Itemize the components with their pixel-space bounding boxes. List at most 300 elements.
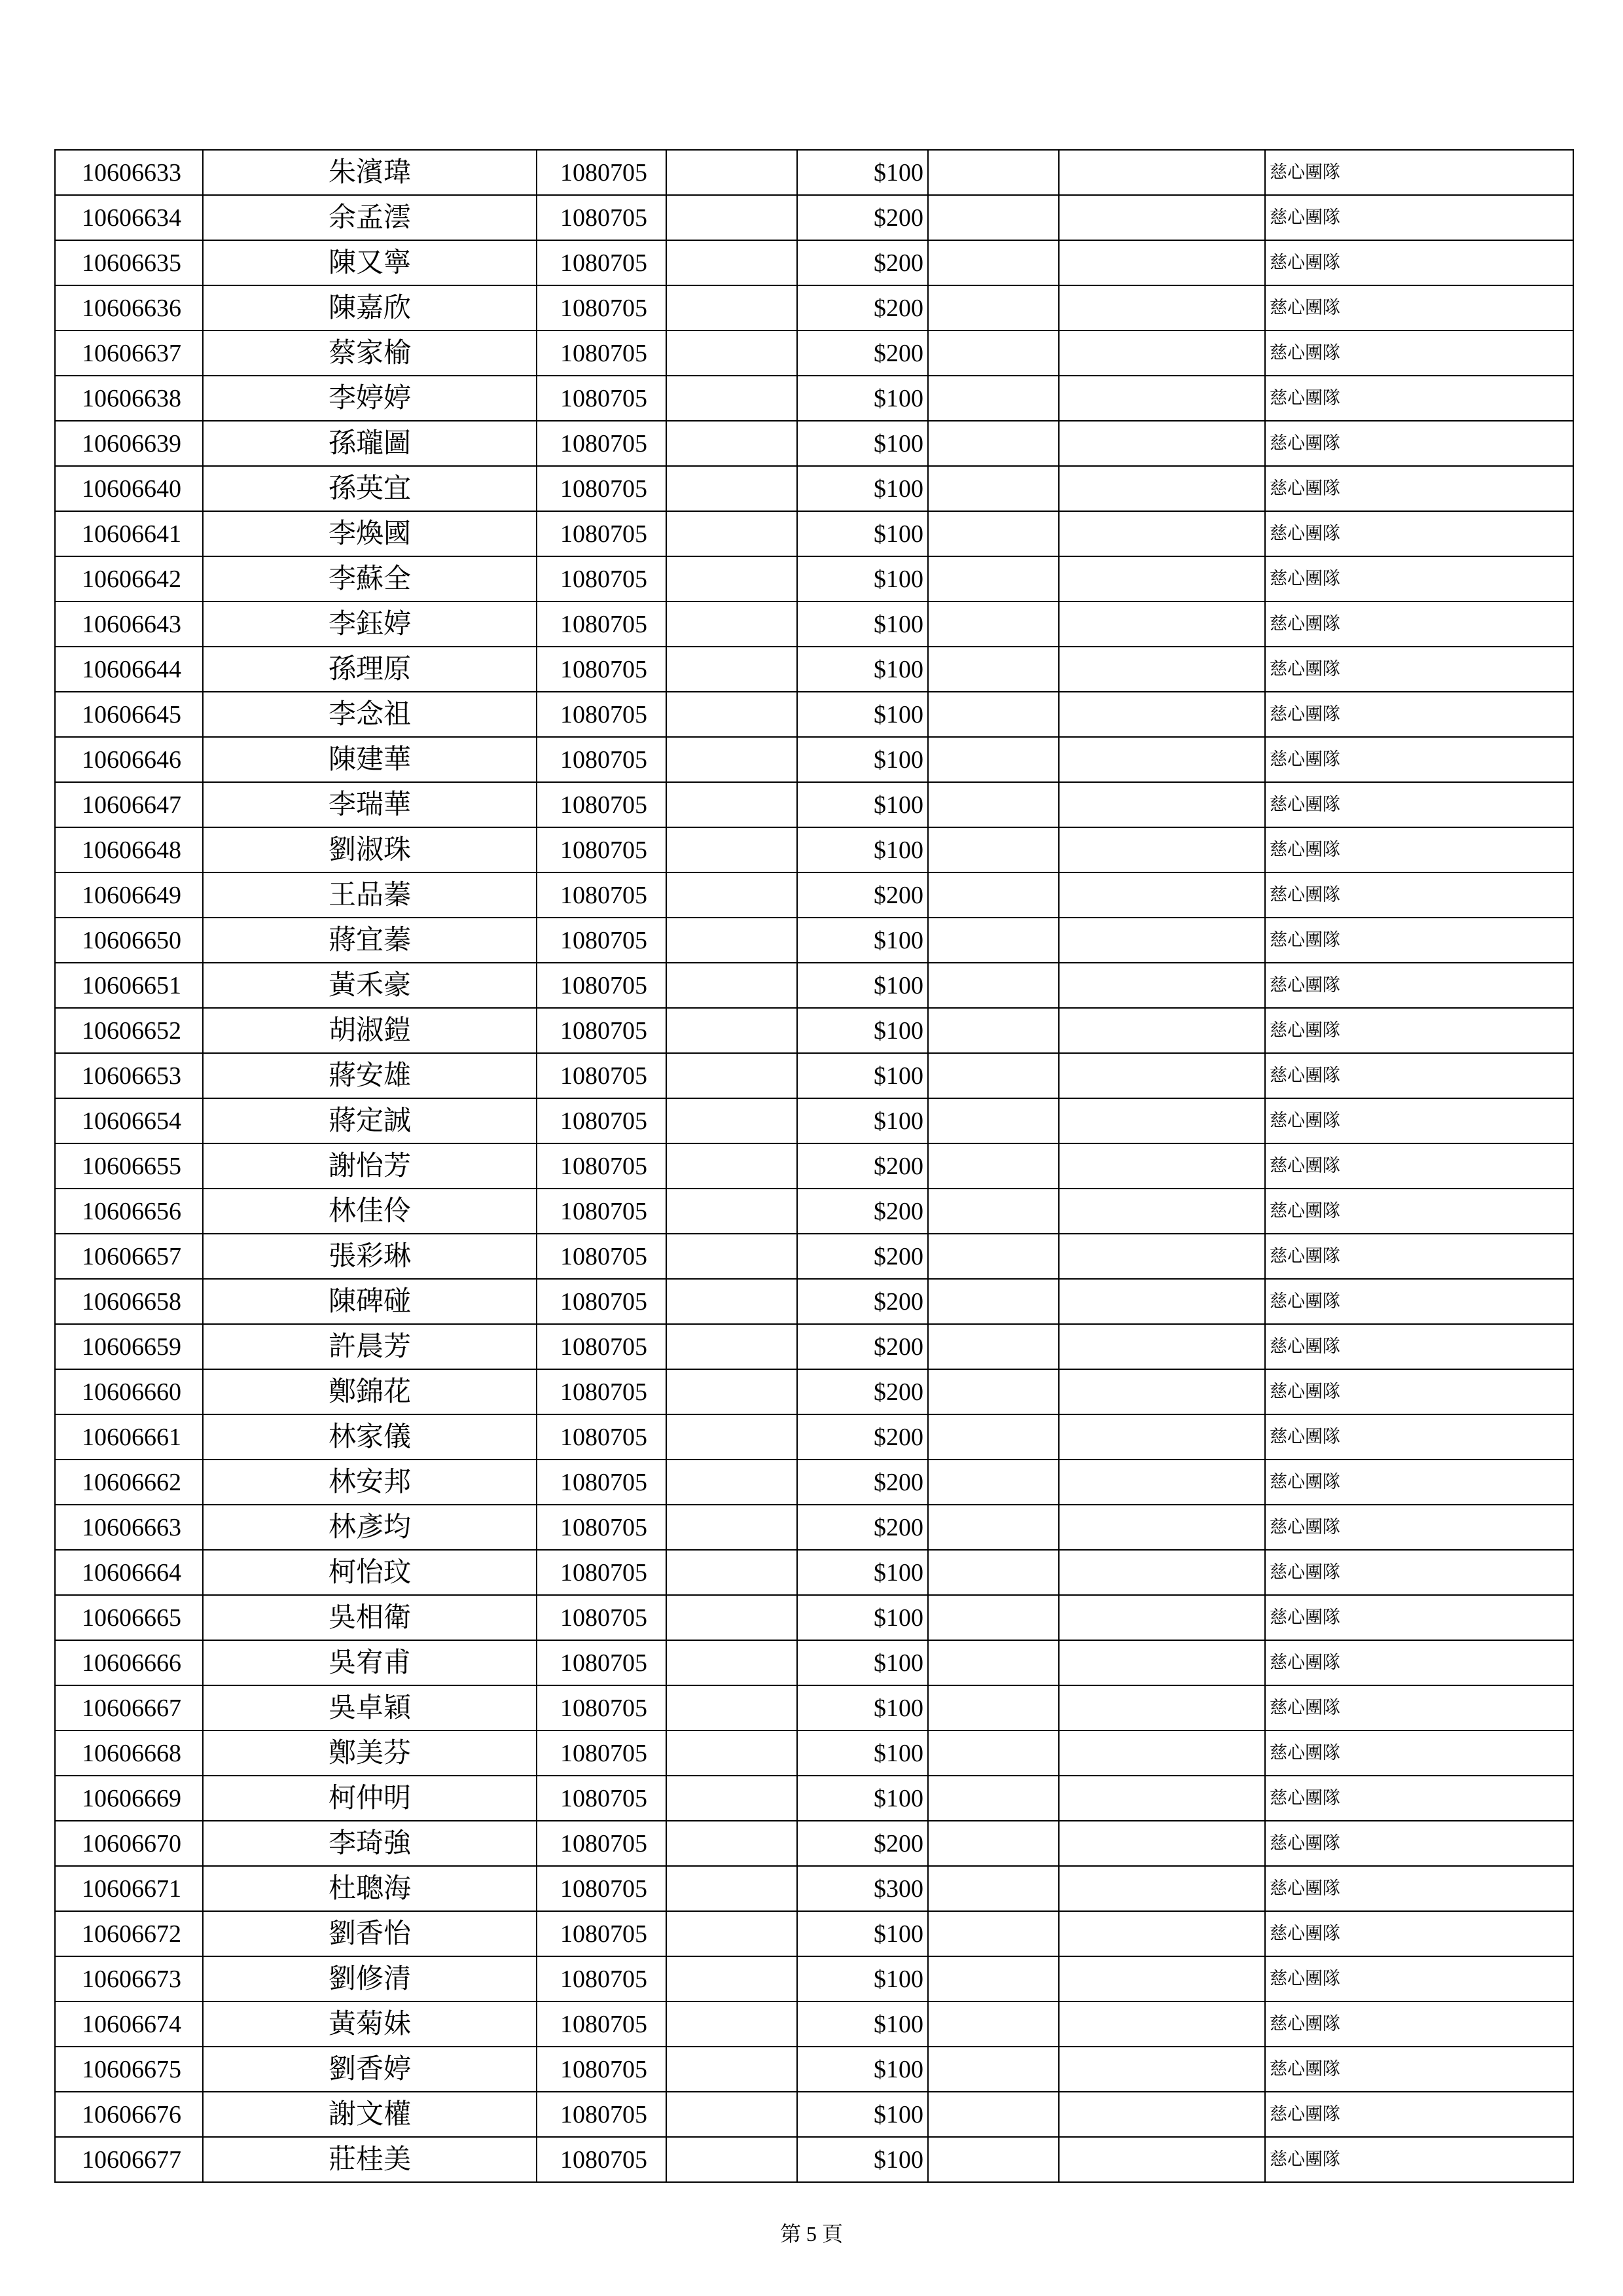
table-row	[55, 1369, 1573, 1414]
donation-date-cell: 1080705	[537, 918, 666, 963]
team-name-cell: 慈心團隊	[1265, 1053, 1573, 1098]
donor-id-cell: 10606643	[55, 601, 203, 647]
donation-amount-cell: $100	[797, 2092, 928, 2137]
donation-date-cell: 1080705	[537, 692, 666, 737]
team-name-cell: 慈心團隊	[1265, 1550, 1573, 1595]
empty-cell	[928, 285, 1059, 331]
empty-cell	[928, 1731, 1059, 1776]
table-row	[55, 1956, 1573, 2001]
donation-date-cell: 1080705	[537, 782, 666, 827]
empty-cell	[1059, 376, 1265, 421]
table-row	[55, 1189, 1573, 1234]
donation-amount-cell: $100	[797, 1595, 928, 1640]
donation-date-cell: 1080705	[537, 376, 666, 421]
empty-cell	[1059, 1369, 1265, 1414]
donor-id-cell: 10606645	[55, 692, 203, 737]
donation-amount-cell: $100	[797, 150, 928, 195]
empty-cell	[666, 1414, 797, 1460]
empty-cell	[666, 2092, 797, 2137]
donation-amount-cell: $200	[797, 1189, 928, 1234]
donation-amount-cell: $100	[797, 1911, 928, 1956]
donation-date-cell: 1080705	[537, 285, 666, 331]
empty-cell	[1059, 1053, 1265, 1098]
empty-cell	[1059, 421, 1265, 466]
empty-cell	[928, 827, 1059, 872]
donation-date-cell: 1080705	[537, 1008, 666, 1053]
empty-cell	[666, 1956, 797, 2001]
donor-id-cell: 10606671	[55, 1866, 203, 1911]
donation-date-cell: 1080705	[537, 2001, 666, 2047]
table-row	[55, 2001, 1573, 2047]
donation-amount-cell: $100	[797, 376, 928, 421]
empty-cell	[928, 1414, 1059, 1460]
team-name-cell: 慈心團隊	[1265, 2137, 1573, 2182]
donor-name-cell: 李鈺婷	[203, 601, 537, 647]
donor-id-cell: 10606652	[55, 1008, 203, 1053]
empty-cell	[666, 827, 797, 872]
empty-cell	[666, 376, 797, 421]
empty-cell	[1059, 1776, 1265, 1821]
donor-name-cell: 陳又寧	[203, 240, 537, 285]
table-row	[55, 692, 1573, 737]
donor-id-cell: 10606673	[55, 1956, 203, 2001]
table-row	[55, 1685, 1573, 1731]
team-name-cell: 慈心團隊	[1265, 1685, 1573, 1731]
empty-cell	[1059, 2137, 1265, 2182]
team-name-cell: 慈心團隊	[1265, 1234, 1573, 1279]
donor-id-cell: 10606672	[55, 1911, 203, 1956]
donation-date-cell: 1080705	[537, 1595, 666, 1640]
donation-amount-cell: $200	[797, 1821, 928, 1866]
empty-cell	[666, 1685, 797, 1731]
empty-cell	[666, 1911, 797, 1956]
empty-cell	[928, 1550, 1059, 1595]
team-name-cell: 慈心團隊	[1265, 1505, 1573, 1550]
donation-amount-cell: $100	[797, 2047, 928, 2092]
donation-amount-cell: $100	[797, 1640, 928, 1685]
donation-amount-cell: $200	[797, 1324, 928, 1369]
donation-amount-cell: $100	[797, 737, 928, 782]
team-name-cell: 慈心團隊	[1265, 331, 1573, 376]
team-name-cell: 慈心團隊	[1265, 1776, 1573, 1821]
team-name-cell: 慈心團隊	[1265, 1324, 1573, 1369]
team-name-cell: 慈心團隊	[1265, 1731, 1573, 1776]
team-name-cell: 慈心團隊	[1265, 2047, 1573, 2092]
empty-cell	[1059, 1550, 1265, 1595]
donor-name-cell: 朱濱瑋	[203, 150, 537, 195]
donor-name-cell: 蔡家榆	[203, 331, 537, 376]
team-name-cell: 慈心團隊	[1265, 2092, 1573, 2137]
donation-date-cell: 1080705	[537, 1324, 666, 1369]
empty-cell	[1059, 556, 1265, 601]
donation-amount-cell: $100	[797, 1550, 928, 1595]
empty-cell	[928, 421, 1059, 466]
team-name-cell: 慈心團隊	[1265, 1414, 1573, 1460]
team-name-cell: 慈心團隊	[1265, 737, 1573, 782]
donor-name-cell: 莊桂美	[203, 2137, 537, 2182]
donor-id-cell: 10606660	[55, 1369, 203, 1414]
empty-cell	[928, 601, 1059, 647]
donation-date-cell: 1080705	[537, 1956, 666, 2001]
empty-cell	[1059, 285, 1265, 331]
table-row	[55, 1505, 1573, 1550]
table-row	[55, 556, 1573, 601]
donor-id-cell: 10606676	[55, 2092, 203, 2137]
donor-name-cell: 孫英宜	[203, 466, 537, 511]
team-name-cell: 慈心團隊	[1265, 2001, 1573, 2047]
empty-cell	[666, 2137, 797, 2182]
donor-id-cell: 10606666	[55, 1640, 203, 1685]
team-name-cell: 慈心團隊	[1265, 376, 1573, 421]
empty-cell	[1059, 1640, 1265, 1685]
team-name-cell: 慈心團隊	[1265, 421, 1573, 466]
table-row	[55, 1143, 1573, 1189]
donation-amount-cell: $100	[797, 782, 928, 827]
empty-cell	[928, 1640, 1059, 1685]
donor-id-cell: 10606648	[55, 827, 203, 872]
donor-id-cell: 10606646	[55, 737, 203, 782]
team-name-cell: 慈心團隊	[1265, 782, 1573, 827]
donor-name-cell: 王品蓁	[203, 872, 537, 918]
empty-cell	[928, 2092, 1059, 2137]
empty-cell	[928, 511, 1059, 556]
donor-id-cell: 10606657	[55, 1234, 203, 1279]
donation-date-cell: 1080705	[537, 2092, 666, 2137]
empty-cell	[928, 1324, 1059, 1369]
empty-cell	[928, 1956, 1059, 2001]
team-name-cell: 慈心團隊	[1265, 1866, 1573, 1911]
donation-date-cell: 1080705	[537, 466, 666, 511]
donation-amount-cell: $100	[797, 421, 928, 466]
table-row	[55, 737, 1573, 782]
donor-name-cell: 孫理原	[203, 647, 537, 692]
empty-cell	[1059, 2001, 1265, 2047]
donation-date-cell: 1080705	[537, 556, 666, 601]
donor-name-cell: 杜聰海	[203, 1866, 537, 1911]
empty-cell	[666, 1821, 797, 1866]
empty-cell	[1059, 963, 1265, 1008]
empty-cell	[1059, 511, 1265, 556]
donation-date-cell: 1080705	[537, 511, 666, 556]
empty-cell	[666, 1053, 797, 1098]
team-name-cell: 慈心團隊	[1265, 1821, 1573, 1866]
donor-name-cell: 陳建華	[203, 737, 537, 782]
donation-table	[54, 149, 1574, 2183]
donor-id-cell: 10606670	[55, 1821, 203, 1866]
donation-amount-cell: $100	[797, 827, 928, 872]
team-name-cell: 慈心團隊	[1265, 150, 1573, 195]
donor-id-cell: 10606639	[55, 421, 203, 466]
empty-cell	[1059, 1866, 1265, 1911]
team-name-cell: 慈心團隊	[1265, 1460, 1573, 1505]
empty-cell	[1059, 601, 1265, 647]
empty-cell	[928, 466, 1059, 511]
empty-cell	[928, 195, 1059, 240]
empty-cell	[1059, 1460, 1265, 1505]
donor-name-cell: 林彥均	[203, 1505, 537, 1550]
table-row	[55, 331, 1573, 376]
donation-date-cell: 1080705	[537, 1053, 666, 1098]
empty-cell	[928, 1008, 1059, 1053]
empty-cell	[666, 331, 797, 376]
donor-id-cell: 10606667	[55, 1685, 203, 1731]
donation-date-cell: 1080705	[537, 1866, 666, 1911]
donation-date-cell: 1080705	[537, 1234, 666, 1279]
donation-date-cell: 1080705	[537, 195, 666, 240]
donor-id-cell: 10606635	[55, 240, 203, 285]
empty-cell	[1059, 2092, 1265, 2137]
team-name-cell: 慈心團隊	[1265, 918, 1573, 963]
table-row	[55, 195, 1573, 240]
team-name-cell: 慈心團隊	[1265, 692, 1573, 737]
team-name-cell: 慈心團隊	[1265, 556, 1573, 601]
donor-id-cell: 10606644	[55, 647, 203, 692]
donor-id-cell: 10606656	[55, 1189, 203, 1234]
donor-name-cell: 林家儀	[203, 1414, 537, 1460]
empty-cell	[1059, 150, 1265, 195]
empty-cell	[666, 1550, 797, 1595]
donor-id-cell: 10606675	[55, 2047, 203, 2092]
donation-amount-cell: $100	[797, 1008, 928, 1053]
team-name-cell: 慈心團隊	[1265, 601, 1573, 647]
empty-cell	[928, 1279, 1059, 1324]
empty-cell	[666, 647, 797, 692]
table-row	[55, 1640, 1573, 1685]
table-row	[55, 1460, 1573, 1505]
empty-cell	[1059, 1414, 1265, 1460]
donation-date-cell: 1080705	[537, 150, 666, 195]
donor-id-cell: 10606650	[55, 918, 203, 963]
team-name-cell: 慈心團隊	[1265, 195, 1573, 240]
empty-cell	[1059, 240, 1265, 285]
empty-cell	[928, 782, 1059, 827]
table-row	[55, 782, 1573, 827]
donor-id-cell: 10606640	[55, 466, 203, 511]
empty-cell	[1059, 1279, 1265, 1324]
donation-amount-cell: $200	[797, 1143, 928, 1189]
empty-cell	[928, 963, 1059, 1008]
donation-amount-cell: $100	[797, 647, 928, 692]
donation-amount-cell: $200	[797, 240, 928, 285]
donation-date-cell: 1080705	[537, 647, 666, 692]
empty-cell	[928, 1234, 1059, 1279]
donor-name-cell: 李瑞華	[203, 782, 537, 827]
empty-cell	[1059, 1821, 1265, 1866]
empty-cell	[928, 1369, 1059, 1414]
empty-cell	[1059, 1595, 1265, 1640]
donor-id-cell: 10606647	[55, 782, 203, 827]
donation-date-cell: 1080705	[537, 1189, 666, 1234]
donor-id-cell: 10606638	[55, 376, 203, 421]
team-name-cell: 慈心團隊	[1265, 240, 1573, 285]
empty-cell	[928, 240, 1059, 285]
empty-cell	[666, 1595, 797, 1640]
donor-id-cell: 10606654	[55, 1098, 203, 1143]
donor-name-cell: 李婷婷	[203, 376, 537, 421]
donation-amount-cell: $200	[797, 872, 928, 918]
team-name-cell: 慈心團隊	[1265, 466, 1573, 511]
donor-name-cell: 柯仲明	[203, 1776, 537, 1821]
empty-cell	[666, 1776, 797, 1821]
table-row	[55, 2092, 1573, 2137]
donor-name-cell: 蔣宜蓁	[203, 918, 537, 963]
donation-amount-cell: $100	[797, 1098, 928, 1143]
empty-cell	[666, 782, 797, 827]
empty-cell	[928, 1053, 1059, 1098]
table-row	[55, 466, 1573, 511]
empty-cell	[928, 1685, 1059, 1731]
empty-cell	[666, 466, 797, 511]
table-row	[55, 2047, 1573, 2092]
donation-amount-cell: $100	[797, 511, 928, 556]
donor-id-cell: 10606668	[55, 1731, 203, 1776]
donation-date-cell: 1080705	[537, 331, 666, 376]
empty-cell	[666, 1234, 797, 1279]
empty-cell	[1059, 1098, 1265, 1143]
donor-name-cell: 余孟澐	[203, 195, 537, 240]
donor-id-cell: 10606659	[55, 1324, 203, 1369]
empty-cell	[666, 1369, 797, 1414]
donation-amount-cell: $200	[797, 1279, 928, 1324]
donation-date-cell: 1080705	[537, 1279, 666, 1324]
donation-amount-cell: $300	[797, 1866, 928, 1911]
donor-id-cell: 10606677	[55, 2137, 203, 2182]
empty-cell	[928, 1821, 1059, 1866]
donor-id-cell: 10606665	[55, 1595, 203, 1640]
team-name-cell: 慈心團隊	[1265, 963, 1573, 1008]
empty-cell	[928, 331, 1059, 376]
table-row	[55, 421, 1573, 466]
donation-amount-cell: $100	[797, 918, 928, 963]
empty-cell	[666, 240, 797, 285]
donor-id-cell: 10606658	[55, 1279, 203, 1324]
empty-cell	[666, 1505, 797, 1550]
empty-cell	[928, 1143, 1059, 1189]
table-row	[55, 1776, 1573, 1821]
team-name-cell: 慈心團隊	[1265, 647, 1573, 692]
donation-date-cell: 1080705	[537, 963, 666, 1008]
empty-cell	[666, 2047, 797, 2092]
team-name-cell: 慈心團隊	[1265, 1911, 1573, 1956]
donation-amount-cell: $100	[797, 692, 928, 737]
donor-name-cell: 李琦強	[203, 1821, 537, 1866]
empty-cell	[1059, 466, 1265, 511]
empty-cell	[666, 1731, 797, 1776]
donation-date-cell: 1080705	[537, 827, 666, 872]
donor-id-cell: 10606651	[55, 963, 203, 1008]
donation-amount-cell: $100	[797, 1776, 928, 1821]
donor-name-cell: 陳碑碰	[203, 1279, 537, 1324]
donation-amount-cell: $100	[797, 1731, 928, 1776]
donation-date-cell: 1080705	[537, 872, 666, 918]
empty-cell	[928, 918, 1059, 963]
empty-cell	[928, 1866, 1059, 1911]
empty-cell	[1059, 1505, 1265, 1550]
empty-cell	[666, 1008, 797, 1053]
donation-date-cell: 1080705	[537, 421, 666, 466]
empty-cell	[928, 1098, 1059, 1143]
empty-cell	[666, 1189, 797, 1234]
empty-cell	[1059, 918, 1265, 963]
empty-cell	[666, 1866, 797, 1911]
table-row	[55, 872, 1573, 918]
empty-cell	[666, 918, 797, 963]
table-row	[55, 963, 1573, 1008]
donor-name-cell: 吳卓穎	[203, 1685, 537, 1731]
empty-cell	[928, 150, 1059, 195]
empty-cell	[1059, 1189, 1265, 1234]
empty-cell	[1059, 872, 1265, 918]
donor-id-cell: 10606636	[55, 285, 203, 331]
donor-id-cell: 10606655	[55, 1143, 203, 1189]
donor-name-cell: 劉香婷	[203, 2047, 537, 2092]
team-name-cell: 慈心團隊	[1265, 1369, 1573, 1414]
table-row	[55, 285, 1573, 331]
donor-name-cell: 劉修清	[203, 1956, 537, 2001]
table-row	[55, 1234, 1573, 1279]
donation-amount-cell: $200	[797, 285, 928, 331]
empty-cell	[666, 1460, 797, 1505]
empty-cell	[1059, 1143, 1265, 1189]
table-row	[55, 1279, 1573, 1324]
empty-cell	[666, 737, 797, 782]
donor-name-cell: 劉香怡	[203, 1911, 537, 1956]
donor-name-cell: 謝怡芳	[203, 1143, 537, 1189]
empty-cell	[928, 737, 1059, 782]
table-row	[55, 376, 1573, 421]
donor-name-cell: 吳相衛	[203, 1595, 537, 1640]
table-row	[55, 827, 1573, 872]
donor-name-cell: 陳嘉欣	[203, 285, 537, 331]
empty-cell	[1059, 1685, 1265, 1731]
table-row	[55, 918, 1573, 963]
empty-cell	[928, 1911, 1059, 1956]
donation-amount-cell: $200	[797, 1460, 928, 1505]
empty-cell	[1059, 2047, 1265, 2092]
table-row	[55, 1731, 1573, 1776]
table-row	[55, 1550, 1573, 1595]
empty-cell	[666, 195, 797, 240]
empty-cell	[1059, 647, 1265, 692]
empty-cell	[928, 872, 1059, 918]
team-name-cell: 慈心團隊	[1265, 1143, 1573, 1189]
empty-cell	[928, 376, 1059, 421]
empty-cell	[666, 601, 797, 647]
donation-amount-cell: $100	[797, 556, 928, 601]
table-row	[55, 647, 1573, 692]
donation-amount-cell: $100	[797, 2137, 928, 2182]
donation-date-cell: 1080705	[537, 1414, 666, 1460]
empty-cell	[928, 1460, 1059, 1505]
donation-date-cell: 1080705	[537, 1776, 666, 1821]
empty-cell	[928, 556, 1059, 601]
empty-cell	[928, 647, 1059, 692]
donation-date-cell: 1080705	[537, 1640, 666, 1685]
empty-cell	[666, 1143, 797, 1189]
donor-name-cell: 張彩琳	[203, 1234, 537, 1279]
empty-cell	[666, 285, 797, 331]
donor-id-cell: 10606642	[55, 556, 203, 601]
empty-cell	[666, 872, 797, 918]
empty-cell	[1059, 1956, 1265, 2001]
team-name-cell: 慈心團隊	[1265, 1098, 1573, 1143]
empty-cell	[928, 2001, 1059, 2047]
donation-amount-cell: $100	[797, 1685, 928, 1731]
team-name-cell: 慈心團隊	[1265, 1189, 1573, 1234]
team-name-cell: 慈心團隊	[1265, 285, 1573, 331]
donor-name-cell: 吳宥甫	[203, 1640, 537, 1685]
donation-amount-cell: $200	[797, 1414, 928, 1460]
